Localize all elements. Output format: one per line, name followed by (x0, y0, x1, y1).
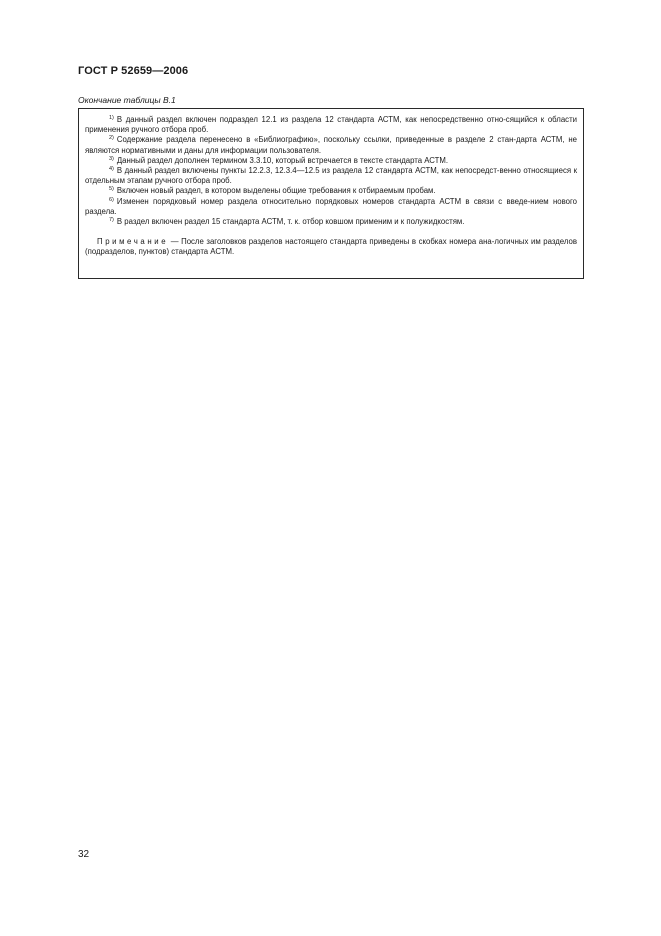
footnotes-box (78, 108, 584, 279)
footnote-marker: 2) (109, 135, 114, 142)
footnote-marker: 1) (109, 115, 114, 121)
footnote-text: В раздел включен раздел 15 стандарта АСТМ, т. к. отбор ковшом применим и к полужидкостям. (116, 217, 465, 227)
page-number: 32 (78, 849, 90, 860)
document-header: ГОСТ Р 52659—2006 (78, 65, 189, 77)
footnote-3 (85, 156, 577, 166)
footnote-6 (85, 197, 577, 217)
footnote-5 (85, 186, 577, 196)
remark (85, 237, 577, 257)
footnote-marker: 6) (109, 196, 114, 203)
table-caption: Окончание таблицы В.1 (78, 95, 176, 105)
footnote-text: Данный раздел дополнен термином 3.3.10, который встречается в тексте стандарта АСТМ. (116, 155, 449, 165)
footnote-marker: 5) (109, 186, 114, 193)
remark-text: — После заголовков разделов настоящего стандарта приведены в скобках номера ана-логичных им разделов (подразделов, пунктов) стандарта АСТМ. (85, 237, 577, 257)
remark-label: Примечание (97, 237, 169, 247)
footnote-2 (85, 135, 577, 155)
footnote-4 (85, 166, 577, 186)
footnote-marker: 7) (109, 217, 114, 224)
footnote-text: Включен новый раздел, в котором выделены общие требования к отбираемым пробам. (116, 186, 436, 196)
footnote-marker: 3) (109, 155, 114, 162)
footnote-text: Изменен порядковый номер раздела относительно порядковых номеров стандарта АСТМ в связи с введе-нием нового раздела. (85, 196, 577, 216)
footnote-text: Содержание раздела перенесено в «Библиографию», поскольку ссылки, приведенные в разделе 2 стан-дарта АСТМ, не являются нормативными и даны для информации пользователя. (85, 135, 577, 155)
footnote-7 (85, 217, 577, 227)
footnote-text: В данный раздел включен подраздел 12.1 из раздела 12 стандарта АСТМ, как непосредственно отно-сящийся к области применения ручного отбора проб. (85, 115, 577, 135)
footnote-marker: 4) (109, 166, 114, 173)
footnote-1 (85, 115, 577, 135)
footnote-text: В данный раздел включены пункты 12.2.3, 12.3.4—12.5 из раздела 12 стандарта АСТМ, как непосредст-венно относящиеся к отдельным этапам ручного отбора проб. (85, 166, 577, 186)
